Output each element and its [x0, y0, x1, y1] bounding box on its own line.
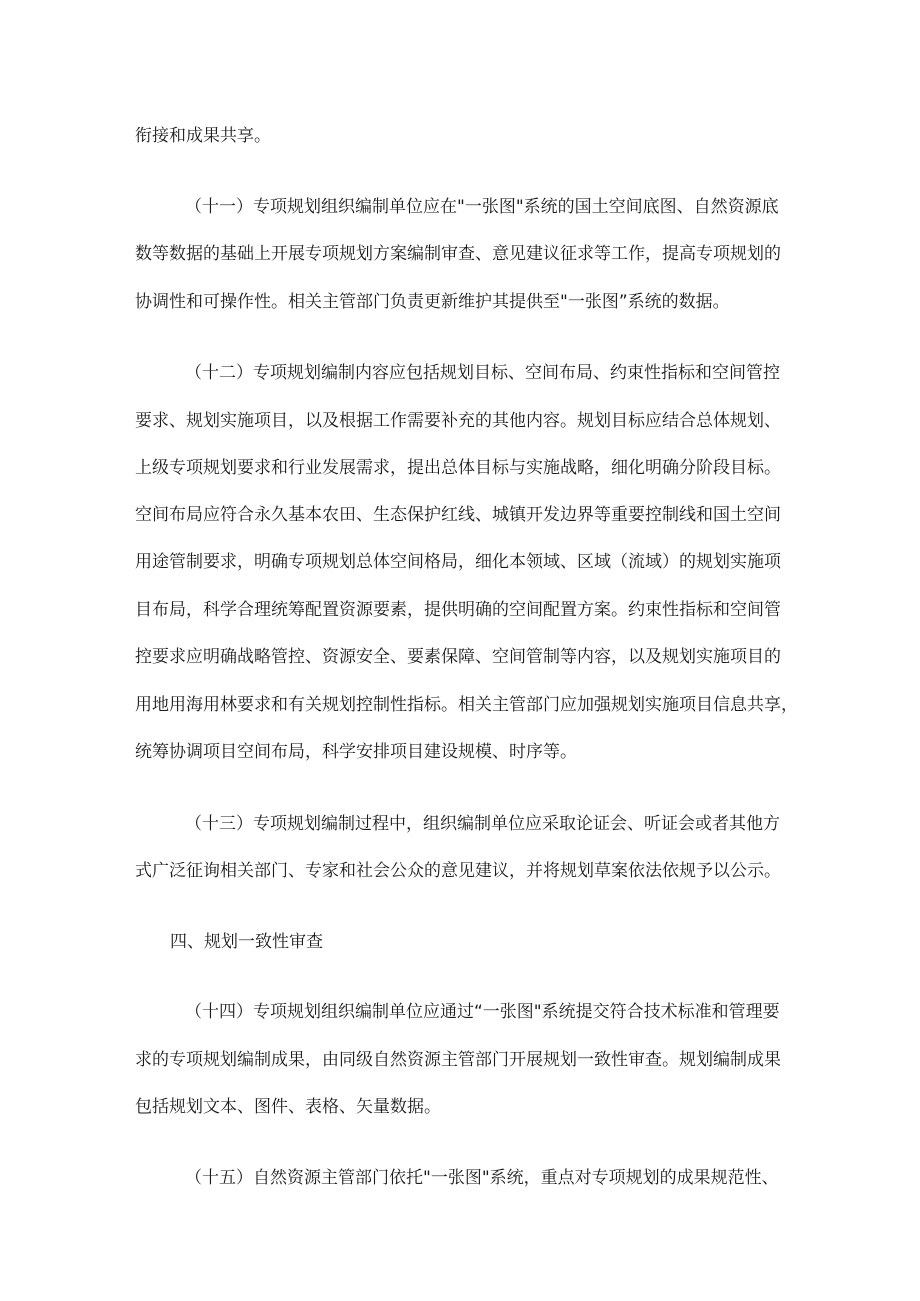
- paragraph-14-line-3: 包括规划文本、图件、表格、矢量数据。: [135, 1097, 441, 1117]
- paragraph-11-line-2: 数等数据的基础上开展专项规划方案编制审查、意见建议征求等工作，提高专项规划的: [135, 244, 781, 264]
- section-heading-4: 四、规划一致性审查: [170, 932, 323, 952]
- paragraph-13-line-2: 式广泛征询相关部门、专家和社会公众的意见建议，并将规划草案依法依规予以公示。: [135, 861, 781, 881]
- paragraph-11-line-3: 协调性和可操作性。相关主管部门负责更新维护其提供至"一张图”系统的数据。: [135, 292, 730, 312]
- paragraph-15-line-1: （十五）自然资源主管部门依托"一张图"系统，重点对专项规划的成果规范性、: [185, 1168, 779, 1188]
- paragraph-12-line-9: 统筹协调项目空间布局，科学安排项目建设规模、时序等。: [135, 742, 577, 762]
- paragraph-12-line-3: 上级专项规划要求和行业发展需求，提出总体目标与实施战略，细化明确分阶段目标。: [135, 458, 781, 478]
- paragraph-14-line-1: （十四）专项规划组织编制单位应通过“一张图"系统提交符合技术标准和管理要: [185, 1002, 780, 1022]
- paragraph-12-line-7: 控要求应明确战略管控、资源安全、要素保障、空间管制等内容，以及规划实施项目的: [135, 647, 781, 667]
- paragraph-12-line-5: 用途管制要求，明确专项规划总体空间格局，细化本领域、区域（流域）的规划实施项: [135, 552, 781, 572]
- paragraph-11-line-1: （十一）专项规划组织编制单位应在"一张图"系统的国土空间底图、自然资源底: [185, 197, 779, 217]
- paragraph-14-line-2: 求的专项规划编制成果，由同级自然资源主管部门开展规划一致性审查。规划编制成果: [135, 1050, 781, 1070]
- paragraph-12-line-4: 空间布局应符合永久基本农田、生态保护红线、城镇开发边界等重要控制线和国土空间: [135, 505, 781, 525]
- paragraph-12-line-1: （十二）专项规划编制内容应包括规划目标、空间布局、约束性指标和空间管控: [185, 363, 780, 383]
- paragraph-13-line-1: （十三）专项规划编制过程中，组织编制单位应采取论证会、听证会或者其他方: [185, 814, 780, 834]
- paragraph-0-line-1: 衔接和成果共享。: [135, 126, 271, 146]
- paragraph-12-line-6: 目布局，科学合理统筹配置资源要素，提供明确的空间配置方案。约束性指标和空间管: [135, 600, 781, 620]
- paragraph-12-line-8: 用地用海用林要求和有关规划控制性指标。相关主管部门应加强规划实施项目信息共享，: [135, 695, 798, 715]
- paragraph-12-line-2: 要求、规划实施项目，以及根据工作需要补充的其他内容。规划目标应结合总体规划、: [135, 411, 781, 431]
